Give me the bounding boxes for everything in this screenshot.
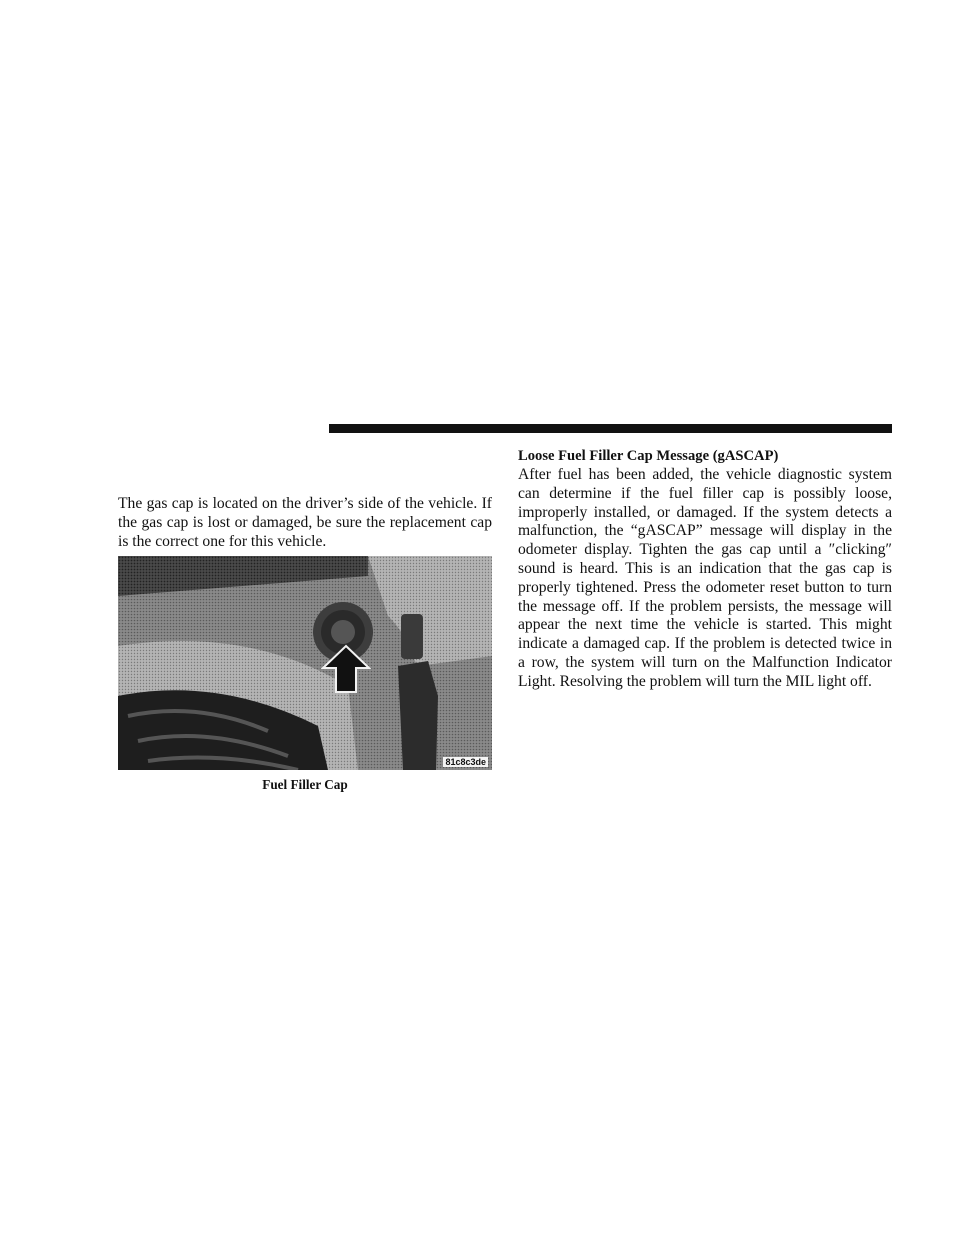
figure-caption: Fuel Filler Cap	[262, 777, 348, 792]
section-heading: Loose Fuel Filler Cap Message (gASCAP)	[518, 448, 779, 464]
section-divider-rule	[329, 424, 892, 433]
fuel-filler-cap-figure	[118, 556, 492, 770]
figure-code-label: 81c8c3de	[445, 757, 486, 767]
section-body-paragraph: After fuel has been added, the vehicle diagnostic system can determine if the fuel filler cap is possibly loose, improperly installed, or damaged. If the system detects a malfunction, the “gASCAP” message will display in the odometer display. Tighten the gas cap until a ″clicking″ sound is heard. This is an indication that the gas cap is properly tightened. Press the odometer reset button to turn the message off. If the problem persists, the message will appear the next time the vehicle is started. This might indicate a damaged cap. If the problem is detected twice in a row, the system will turn on the Malfunction Indicator Light. Resolving the problem will turn the MIL light off.	[518, 466, 892, 690]
gascap-message-section	[518, 447, 892, 692]
intro-paragraph: The gas cap is located on the driver’s side of the vehicle. If the gas cap is lost or damaged, be sure the replacement cap is the correct one for this vehicle.	[118, 495, 492, 550]
fuel-filler-cap-illustration	[118, 556, 492, 770]
